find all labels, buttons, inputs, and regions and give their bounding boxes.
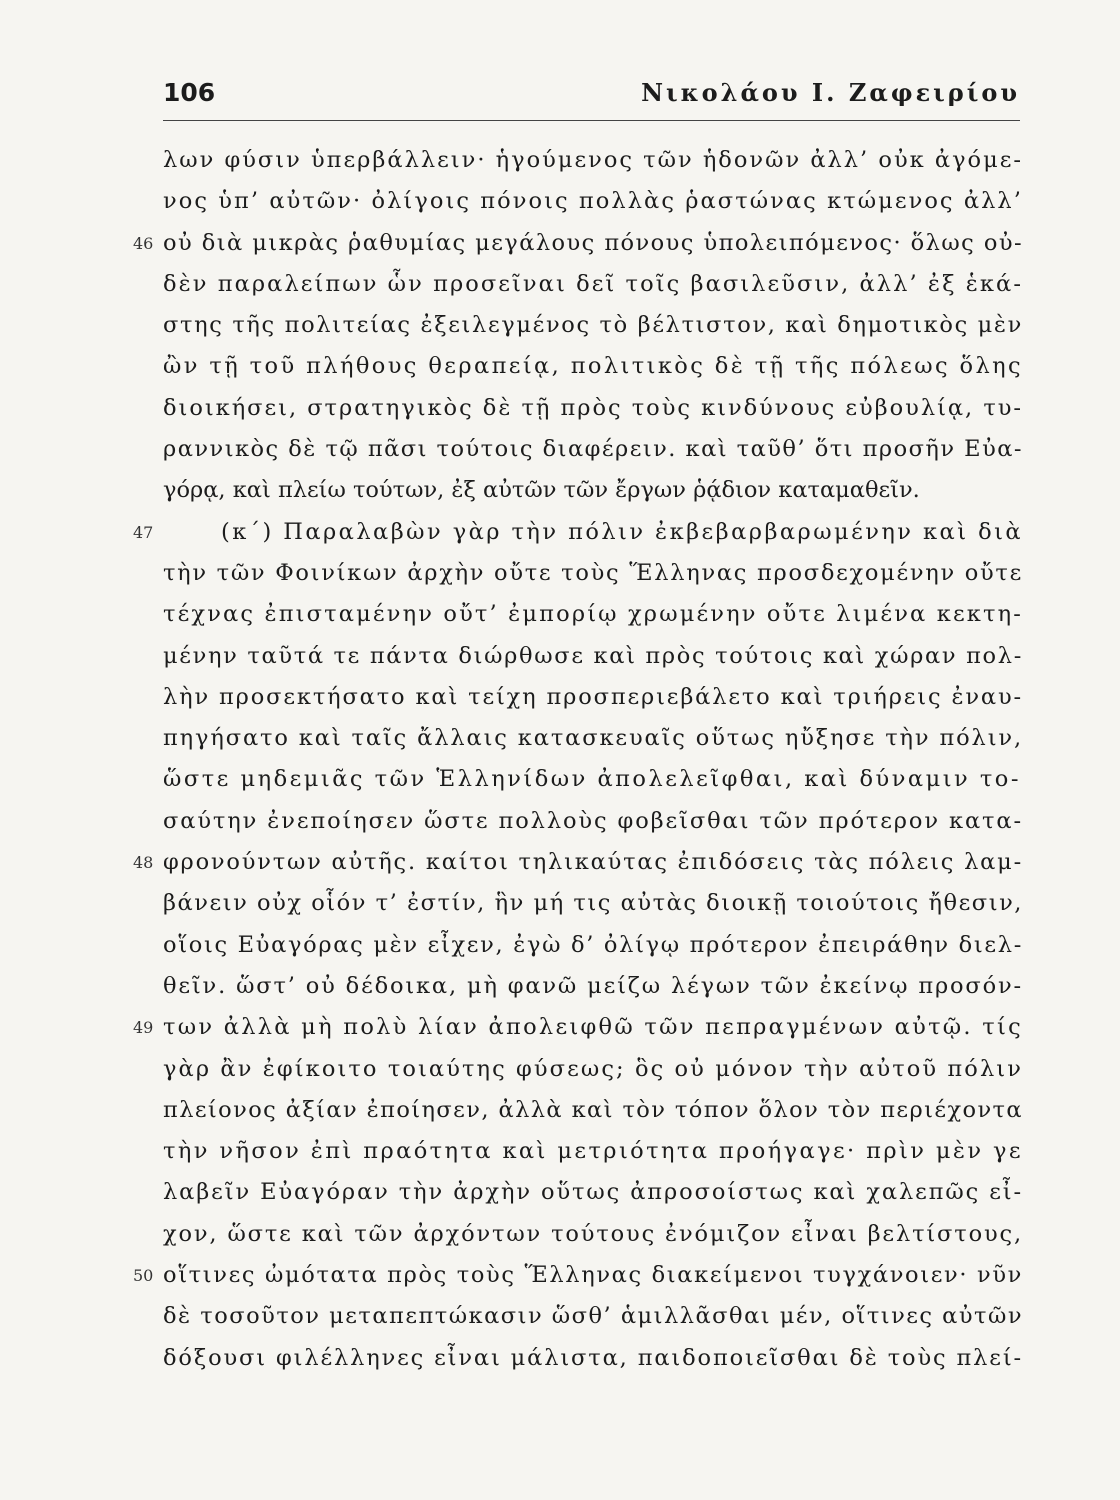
- text-line: [163, 305, 1023, 346]
- text-line: [163, 429, 1023, 470]
- page-header: [163, 78, 1020, 121]
- text-line: [163, 925, 1023, 966]
- line-text: γὰρ ἂν ἐφίκοιτο τοιαύτης φύσεως; ὃς οὐ μόνον τὴν αὐτοῦ πόλιν: [163, 1055, 1023, 1082]
- line-text: γόρᾳ, καὶ πλείω τούτων, ἐξ αὐτῶν τῶν ἔργων ῥᾴδιον καταμαθεῖν.: [163, 477, 920, 504]
- text-line: [133, 223, 1023, 264]
- text-line: [163, 1131, 1023, 1172]
- line-text: δὲν παραλείπων ὧν προσεῖναι δεῖ τοῖς βασιλεῦσιν, ἀλλ’ ἐξ ἑκά-: [163, 270, 1023, 297]
- line-text: πλείονος ἀξίαν ἐποίησεν, ἀλλὰ καὶ τὸν τόπον ὅλον τὸν περιέχοντα: [163, 1096, 1023, 1123]
- text-line: [163, 388, 1023, 429]
- text-line: [163, 346, 1023, 387]
- line-text: τὴν τῶν Φοινίκων ἀρχὴν οὔτε τοὺς Ἕλληνας προσδεχομένην οὔτε: [163, 559, 1023, 586]
- text-line: [133, 1255, 1023, 1296]
- line-text: (κ΄) Παραλαβὼν γὰρ τὴν πόλιν ἐκβεβαρβαρωμένην καὶ διὰ: [221, 518, 1023, 545]
- body-text: [0, 140, 1120, 1379]
- line-text: βάνειν οὐχ οἷόν τ’ ἐστίν, ἣν μή τις αὐτὰς διοικῇ τοιούτοις ἤθεσιν,: [163, 890, 1023, 917]
- text-line: [163, 801, 1023, 842]
- text-line: [163, 883, 1023, 924]
- text-line: [163, 718, 1023, 759]
- page-number: 106: [163, 78, 216, 107]
- text-line: [163, 1214, 1023, 1255]
- text-line: [163, 759, 1023, 800]
- text-line: [163, 636, 1023, 677]
- line-text: φρονούντων αὐτῆς. καίτοι τηλικαύτας ἐπιδόσεις τὰς πόλεις λαμ-: [163, 849, 1023, 876]
- line-text: λων φύσιν ὑπερβάλλειν· ἡγούμενος τῶν ἡδονῶν ἀλλ’ οὐκ ἀγόμε-: [163, 147, 1023, 173]
- line-text: διοικήσει, στρατηγικὸς δὲ τῇ πρὸς τοὺς κινδύνους εὐβουλίᾳ, τυ-: [163, 394, 1023, 421]
- section-number: 48: [133, 853, 154, 873]
- text-line: [133, 512, 1023, 553]
- text-line: [163, 677, 1023, 718]
- text-line: [133, 842, 1023, 883]
- line-text: τέχνας ἐπισταμένην οὔτ’ ἐμπορίῳ χρωμένην οὔτε λιμένα κεκτη-: [163, 601, 1023, 628]
- running-head: Νικολάου Ι. Ζαφειρίου: [641, 78, 1020, 107]
- line-text: ραννικὸς δὲ τῷ πᾶσι τούτοις διαφέρειν. καὶ ταῦθ’ ὅτι προσῆν Εὐα-: [163, 436, 1023, 463]
- text-line: [163, 1338, 1023, 1379]
- line-text: δόξουσι φιλέλληνες εἶναι μάλιστα, παιδοποιεῖσθαι δὲ τοὺς πλεί-: [163, 1344, 1023, 1371]
- text-line: [163, 1296, 1023, 1337]
- line-text: τὴν νῆσον ἐπὶ πραότητα καὶ μετριότητα προήγαγε· πρὶν μὲν γε: [163, 1138, 1023, 1165]
- text-line: [163, 594, 1023, 635]
- line-text: των ἀλλὰ μὴ πολὺ λίαν ἀπολειφθῶ τῶν πεπραγμένων αὐτῷ. τίς: [163, 1014, 1023, 1041]
- section-number: 47: [133, 522, 154, 542]
- text-line: [163, 1049, 1023, 1090]
- text-line: [163, 140, 1023, 181]
- line-text: λὴν προσεκτήσατο καὶ τείχη προσπεριεβάλετο καὶ τριήρεις ἐναυ-: [163, 683, 1023, 710]
- line-text: οἵτινες ὠμότατα πρὸς τοὺς Ἕλληνας διακείμενοι τυγχάνοιεν· νῦν: [163, 1262, 1023, 1289]
- text-line: [163, 181, 1023, 222]
- line-text: νος ὑπ’ αὐτῶν· ὀλίγοις πόνοις πολλὰς ῥαστώνας κτώμενος ἀλλ’: [163, 188, 1023, 215]
- line-text: οἵοις Εὐαγόρας μὲν εἶχεν, ἐγὼ δ’ ὀλίγῳ πρότερον ἐπειράθην διελ-: [163, 931, 1023, 958]
- line-text: ὥστε μηδεμιᾶς τῶν Ἑλληνίδων ἀπολελεῖφθαι, καὶ δύναμιν το-: [163, 766, 1021, 793]
- line-text: ὢν τῇ τοῦ πλήθους θεραπείᾳ, πολιτικὸς δὲ τῇ τῆς πόλεως ὅλης: [163, 353, 1023, 380]
- line-text: μένην ταῦτά τε πάντα διώρθωσε καὶ πρὸς τούτοις καὶ χώραν πολ-: [163, 642, 1023, 669]
- text-line: [163, 1090, 1023, 1131]
- line-text: σαύτην ἐνεποίησεν ὥστε πολλοὺς φοβεῖσθαι τῶν πρότερον κατα-: [163, 807, 1023, 834]
- line-text: πηγήσατο καὶ ταῖς ἄλλαις κατασκευαῖς οὕτως ηὔξησε τὴν πόλιν,: [163, 725, 1023, 752]
- line-text: θεῖν. ὥστ’ οὐ δέδοικα, μὴ φανῶ μείζω λέγων τῶν ἐκείνῳ προσόν-: [163, 972, 1023, 999]
- section-number: 49: [133, 1018, 154, 1038]
- text-line: [163, 966, 1023, 1007]
- text-line: [163, 1172, 1023, 1213]
- text-line: [163, 553, 1023, 594]
- line-text: δὲ τοσοῦτον μεταπεπτώκασιν ὥσθ’ ἁμιλλᾶσθαι μέν, οἵτινες αὐτῶν: [163, 1303, 1023, 1330]
- section-number: 46: [133, 233, 154, 253]
- text-line: [163, 264, 1023, 305]
- section-number: 50: [133, 1266, 154, 1286]
- line-text: λαβεῖν Εὐαγόραν τὴν ἀρχὴν οὕτως ἀπροσοίστως καὶ χαλεπῶς εἶ-: [163, 1179, 1023, 1206]
- text-line: [163, 470, 1023, 511]
- line-text: χον, ὥστε καὶ τῶν ἀρχόντων τούτους ἐνόμιζον εἶναι βελτίστους,: [163, 1220, 1023, 1247]
- text-line: [133, 1007, 1023, 1048]
- line-text: στης τῆς πολιτείας ἐξειλεγμένος τὸ βέλτιστον, καὶ δημοτικὸς μὲν: [163, 312, 1023, 339]
- line-text: οὐ διὰ μικρὰς ῥαθυμίας μεγάλους πόνους ὑπολειπόμενος· ὅλως οὐ-: [163, 229, 1023, 256]
